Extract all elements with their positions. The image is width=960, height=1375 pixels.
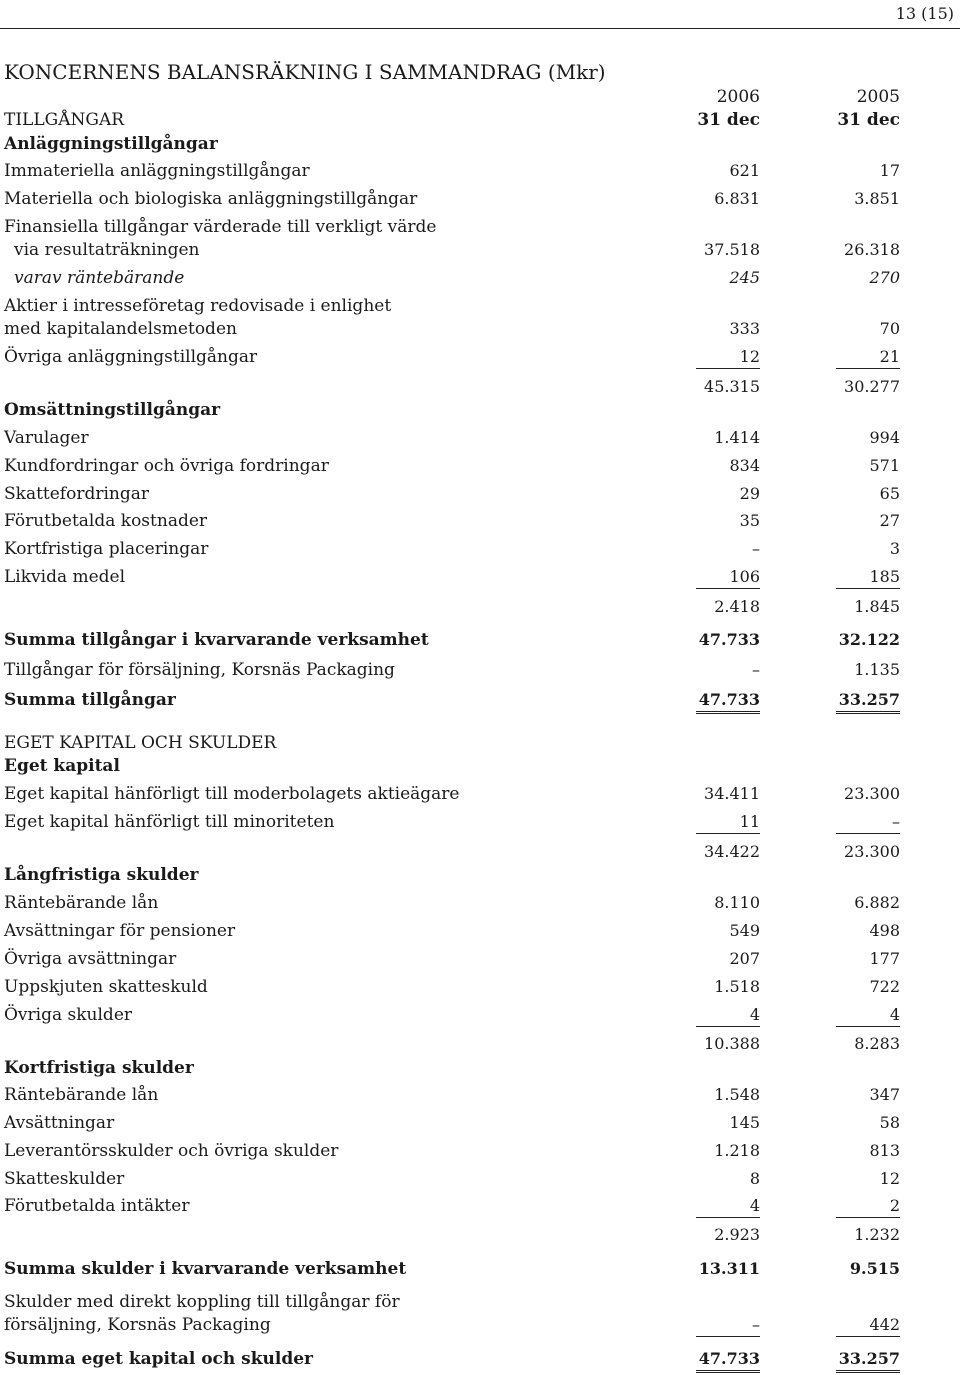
year-2006-label: 2006	[716, 87, 760, 107]
subtotal-row	[0, 841, 960, 865]
value-2005: 6.882	[854, 893, 900, 912]
subtotal-row	[0, 376, 960, 400]
value-2005: 21	[836, 346, 900, 369]
row-label: Skatteskulder	[4, 1169, 125, 1189]
table-row	[0, 1168, 960, 1192]
value-2006: 245	[729, 268, 760, 287]
table-row	[0, 566, 960, 590]
value-2006: 29	[739, 484, 760, 503]
subsection-heading: Anläggningstillgångar	[4, 134, 218, 154]
value-2005: 3	[889, 539, 900, 558]
table-row	[0, 399, 960, 423]
value-2006: –	[752, 660, 760, 679]
table-row	[0, 920, 960, 944]
subtotal-2005: 1.232	[854, 1225, 900, 1244]
row-label: Immateriella anläggningstillgångar	[4, 161, 310, 181]
value-2005: 177	[869, 949, 900, 968]
value-2006: 37.518	[704, 240, 760, 259]
value-2006: 145	[729, 1113, 760, 1132]
row-label: Kortfristiga placeringar	[4, 539, 209, 559]
table-row	[0, 160, 960, 184]
table-row	[0, 267, 960, 291]
page-title: KONCERNENS BALANSRÄKNING I SAMMANDRAG (Mkr)	[4, 60, 606, 84]
row-label: Eget kapital hänförligt till minoriteten	[4, 812, 335, 832]
row-label: Avsättningar	[4, 1113, 115, 1133]
table-row	[0, 318, 960, 342]
year-2005-label: 2005	[856, 87, 900, 107]
value-2005: 12	[879, 1169, 900, 1188]
row-label: Summa eget kapital och skulder	[4, 1349, 314, 1369]
row-label: Materiella och biologiska anläggningstillgångar	[4, 189, 418, 209]
value-2005: 722	[869, 977, 900, 996]
subtotal-row	[0, 1033, 960, 1057]
row-label: Eget kapital hänförligt till moderbolagets aktieägare	[4, 784, 460, 804]
grand-total-row	[0, 1348, 960, 1372]
value-2006: 47.733	[696, 689, 760, 714]
row-label: Aktier i intresseföretag redovisade i enlighet	[4, 296, 392, 316]
subsection-heading: Kortfristiga skulder	[4, 1058, 194, 1078]
table-row	[0, 427, 960, 451]
table-row	[0, 864, 960, 888]
section-heading: EGET KAPITAL OCH SKULDER	[4, 733, 277, 753]
table-row	[0, 948, 960, 972]
row-label: Summa skulder i kvarvarande verksamhet	[4, 1259, 407, 1279]
table-row	[0, 755, 960, 779]
value-2005: 70	[879, 319, 900, 338]
table-row	[0, 188, 960, 212]
table-row	[0, 1195, 960, 1219]
row-label: Uppskjuten skatteskuld	[4, 977, 208, 997]
subtotal-2005: 8.283	[854, 1034, 900, 1053]
row-label: Övriga anläggningstillgångar	[4, 347, 258, 367]
table-row	[0, 1140, 960, 1164]
value-2006: 4	[696, 1195, 760, 1218]
row-label: via resultaträkningen	[14, 240, 200, 260]
value-2006: 1.414	[714, 428, 760, 447]
value-2005: 33.257	[836, 689, 900, 714]
value-2006: 1.548	[714, 1085, 760, 1104]
value-2005: 17	[879, 161, 900, 180]
row-label: försäljning, Korsnäs Packaging	[4, 1315, 271, 1335]
table-row	[0, 1314, 960, 1338]
value-2005: 3.851	[854, 189, 900, 208]
table-row	[0, 239, 960, 263]
row-label: varav räntebärande	[14, 268, 185, 288]
table-row	[0, 346, 960, 370]
header-rule	[0, 28, 960, 29]
table-row	[0, 510, 960, 534]
value-2006: 34.411	[704, 784, 760, 803]
value-2005: 33.257	[836, 1348, 900, 1373]
table-row	[0, 976, 960, 1000]
value-2005: 994	[869, 428, 900, 447]
table-row	[0, 109, 960, 133]
subtotal-2005: 1.845	[854, 597, 900, 616]
subtotal-2006: 2.418	[714, 597, 760, 616]
subtotal-row	[0, 596, 960, 620]
subtotal-2005: 23.300	[844, 842, 900, 861]
row-label: med kapitalandelsmetoden	[4, 319, 237, 339]
value-2006: 4	[696, 1004, 760, 1027]
table-row	[0, 483, 960, 507]
section-heading: TILLGÅNGAR	[4, 110, 125, 130]
value-2006: 549	[729, 921, 760, 940]
row-label: Avsättningar för pensioner	[4, 921, 236, 941]
subsection-heading: Långfristiga skulder	[4, 865, 199, 885]
row-label: Förutbetalda intäkter	[4, 1196, 190, 1216]
value-2006: 621	[729, 161, 760, 180]
row-label: Övriga skulder	[4, 1005, 133, 1025]
subsection-heading: Eget kapital	[4, 756, 120, 776]
subtotal-2006: 45.315	[704, 377, 760, 396]
value-2005: 442	[836, 1314, 900, 1337]
value-2005: 9.515	[849, 1259, 900, 1278]
table-row	[0, 1004, 960, 1028]
value-2006: 8	[749, 1169, 760, 1188]
value-2006: 6.831	[714, 189, 760, 208]
table-row	[0, 892, 960, 916]
value-2006: –	[752, 539, 760, 558]
row-label: Likvida medel	[4, 567, 126, 587]
value-2005: 65	[879, 484, 900, 503]
table-row	[0, 659, 960, 683]
value-2005: 4	[836, 1004, 900, 1027]
value-2005: 813	[869, 1141, 900, 1160]
row-label: Övriga avsättningar	[4, 949, 177, 969]
table-row	[0, 783, 960, 807]
table-row	[0, 811, 960, 835]
value-2006: 207	[729, 949, 760, 968]
date-2005-label: 31 dec	[837, 110, 900, 130]
row-label: Förutbetalda kostnader	[4, 511, 208, 531]
table-row	[0, 1291, 960, 1315]
value-2006: 1.218	[714, 1141, 760, 1160]
value-2006: 106	[696, 566, 760, 589]
row-label: Summa tillgångar	[4, 690, 176, 710]
row-label: Skattefordringar	[4, 484, 149, 504]
table-row	[0, 1057, 960, 1081]
table-row	[0, 1112, 960, 1136]
subtotal-2006: 2.923	[714, 1225, 760, 1244]
row-label: Räntebärande lån	[4, 1085, 159, 1105]
row-label: Leverantörsskulder och övriga skulder	[4, 1141, 339, 1161]
row-label: Varulager	[4, 428, 89, 448]
value-2005: 571	[869, 456, 900, 475]
table-row	[0, 732, 960, 756]
column-year-header	[0, 86, 960, 110]
total-row	[0, 629, 960, 653]
value-2005: 1.135	[854, 660, 900, 679]
value-2006: 13.311	[698, 1259, 760, 1278]
table-row	[0, 1084, 960, 1108]
grand-total-row	[0, 689, 960, 713]
value-2005: 27	[879, 511, 900, 530]
value-2005: 58	[879, 1113, 900, 1132]
value-2006: 834	[729, 456, 760, 475]
row-label: Kundfordringar och övriga fordringar	[4, 456, 329, 476]
table-row	[0, 133, 960, 157]
subtotal-2006: 34.422	[704, 842, 760, 861]
value-2005: 26.318	[844, 240, 900, 259]
row-label: Finansiella tillgångar värderade till verkligt värde	[4, 217, 437, 237]
value-2006: 47.733	[696, 1348, 760, 1373]
table-row	[0, 455, 960, 479]
value-2006: –	[696, 1314, 760, 1337]
value-2005: 270	[869, 268, 900, 287]
value-2005: –	[836, 811, 900, 834]
value-2006: 35	[739, 511, 760, 530]
value-2006: 1.518	[714, 977, 760, 996]
subtotal-row	[0, 1224, 960, 1248]
row-label: Räntebärande lån	[4, 893, 159, 913]
table-row	[0, 295, 960, 319]
value-2005: 347	[869, 1085, 900, 1104]
subtotal-2005: 30.277	[844, 377, 900, 396]
value-2006: 8.110	[714, 893, 760, 912]
value-2006: 47.733	[698, 630, 760, 649]
table-row	[0, 538, 960, 562]
value-2005: 498	[869, 921, 900, 940]
value-2006: 11	[696, 811, 760, 834]
total-row	[0, 1258, 960, 1282]
value-2005: 32.122	[838, 630, 900, 649]
value-2005: 185	[836, 566, 900, 589]
row-label: Summa tillgångar i kvarvarande verksamhet	[4, 630, 429, 650]
subsection-heading: Omsättningstillgångar	[4, 400, 221, 420]
row-label: Skulder med direkt koppling till tillgångar för	[4, 1292, 400, 1312]
value-2006: 333	[729, 319, 760, 338]
date-2006-label: 31 dec	[697, 110, 760, 130]
table-row	[0, 216, 960, 240]
page-number: 13 (15)	[895, 4, 954, 23]
value-2005: 2	[836, 1195, 900, 1218]
value-2006: 12	[696, 346, 760, 369]
value-2005: 23.300	[844, 784, 900, 803]
row-label: Tillgångar för försäljning, Korsnäs Packaging	[4, 660, 395, 680]
subtotal-2006: 10.388	[704, 1034, 760, 1053]
